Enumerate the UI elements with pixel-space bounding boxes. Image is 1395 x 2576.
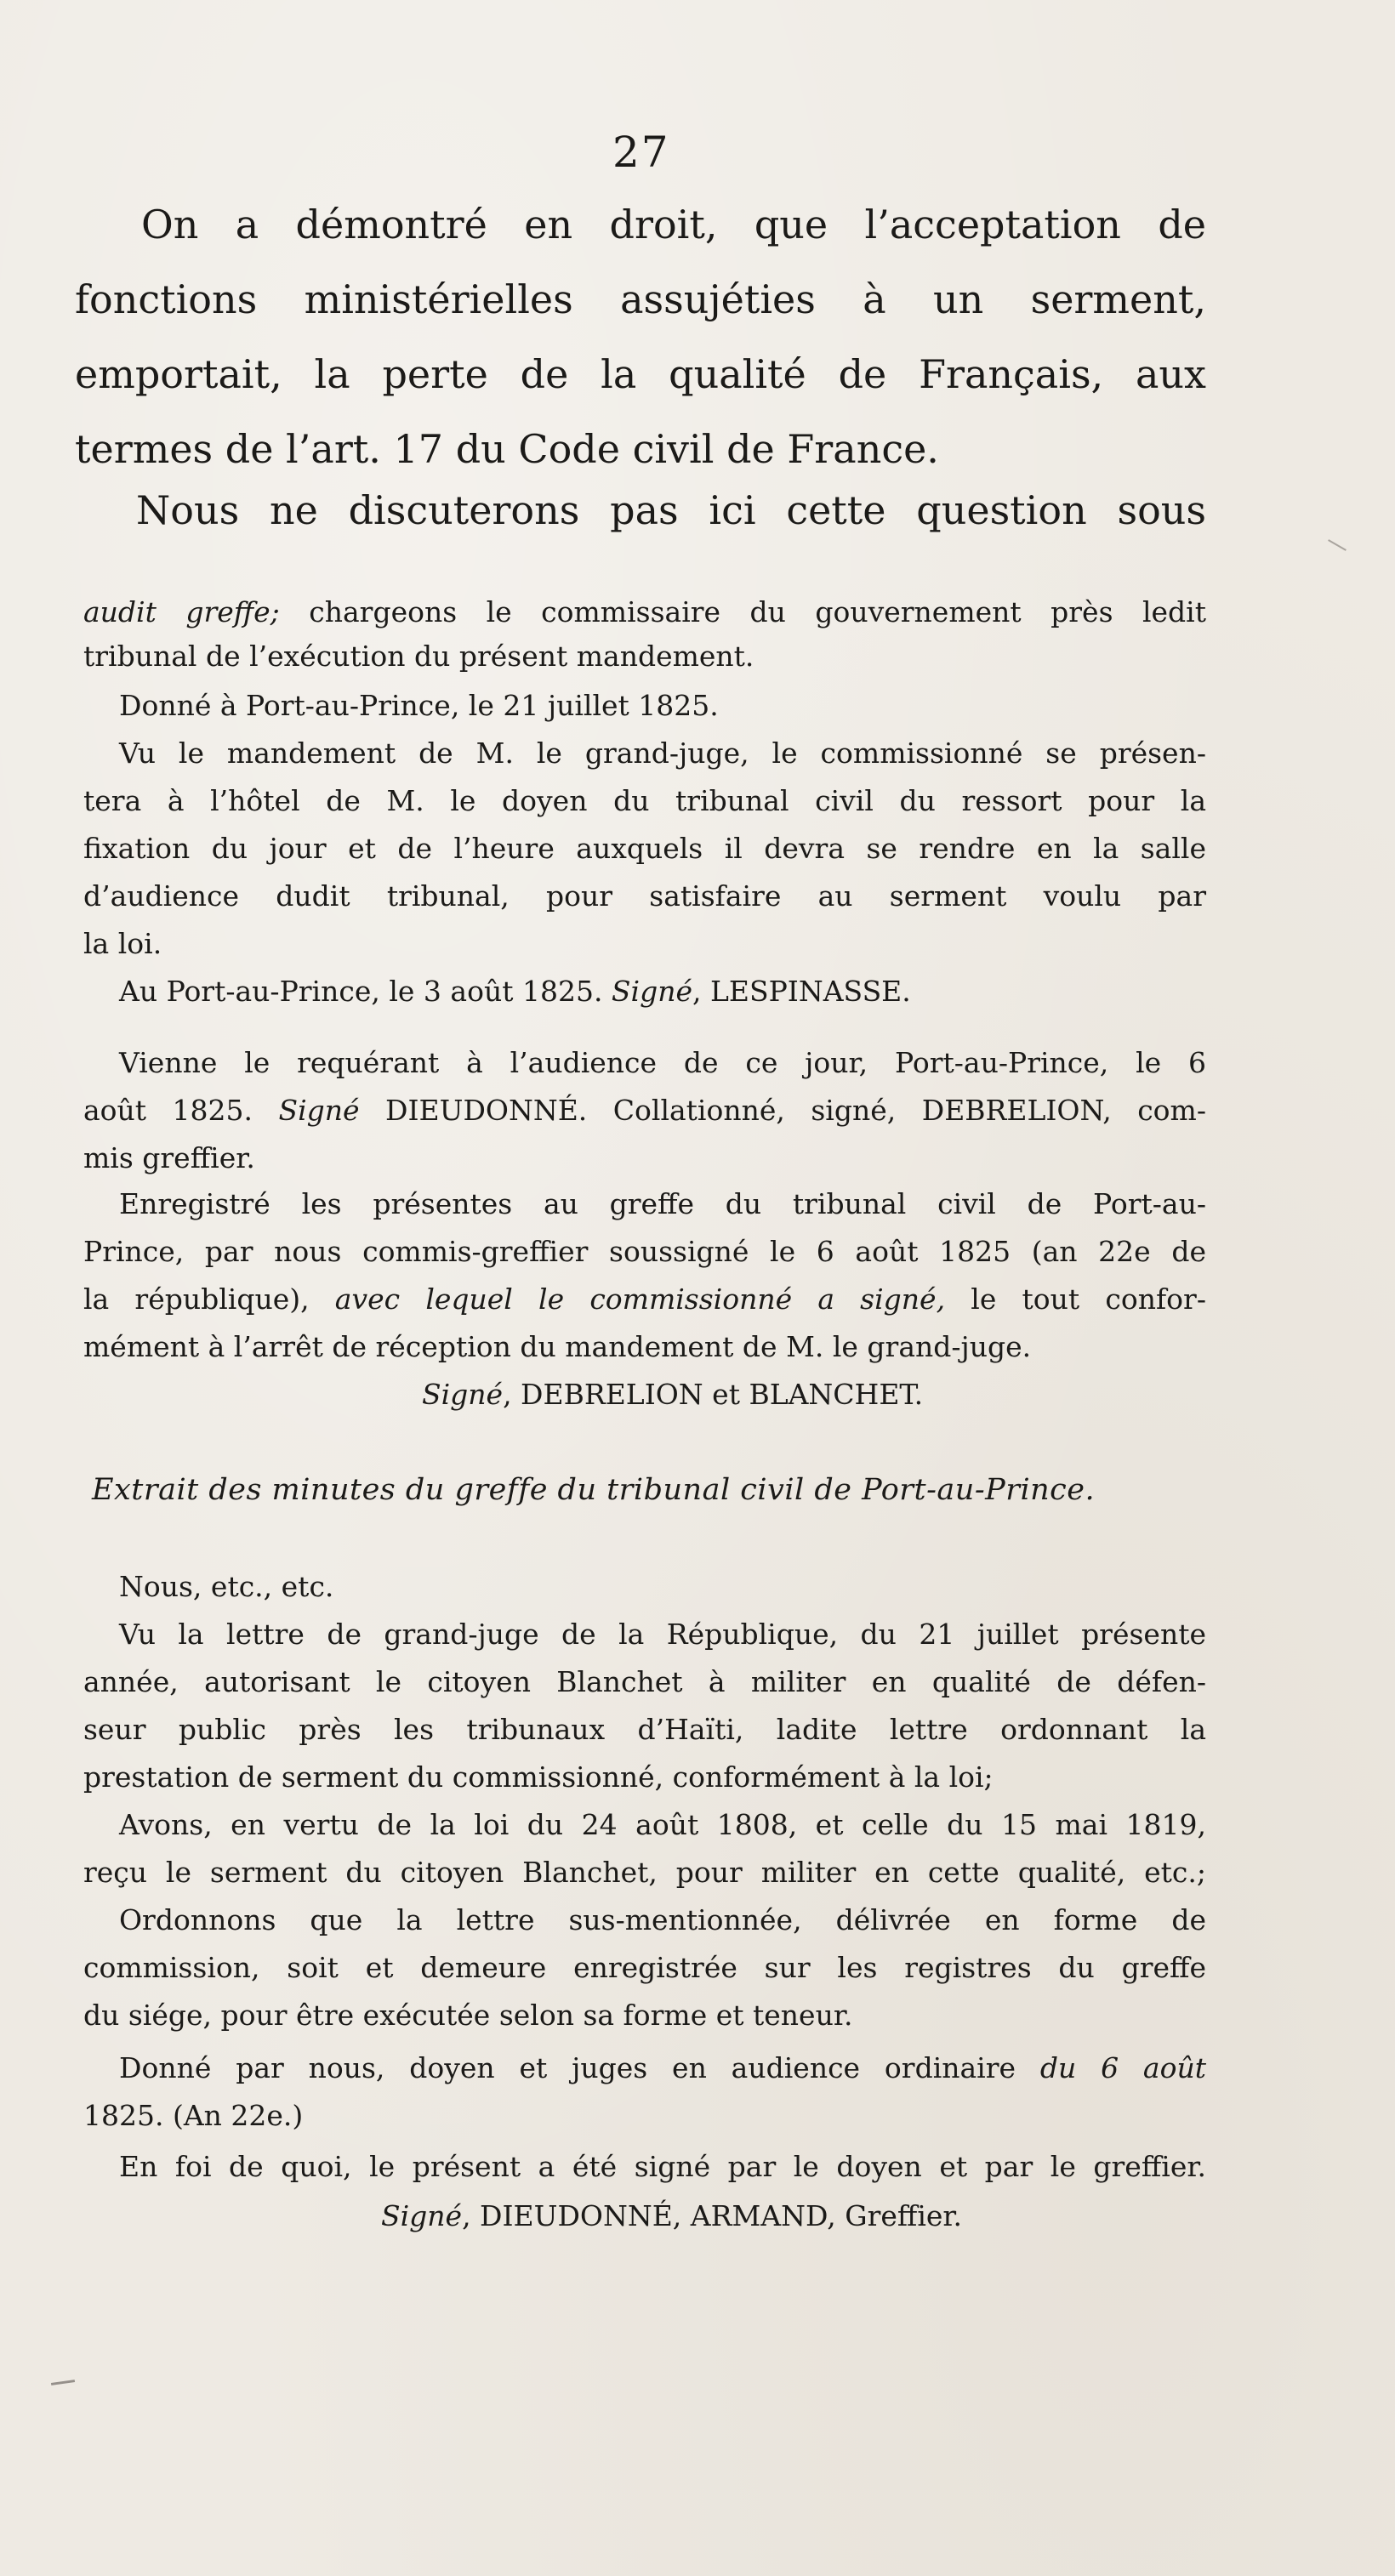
note-line: Vu le mandement de M. le grand-juge, le commissionné se présen- <box>119 736 1206 770</box>
extract-line: reçu le serment du citoyen Blanchet, pour militer en cette qualité, etc.; <box>83 1856 1206 1889</box>
note-line: audit greffe; chargeons le commissaire du gouvernement près ledit <box>83 595 1206 628</box>
page-number: 27 <box>612 128 670 177</box>
extract-line: année, autorisant le citoyen Blanchet à militer en qualité de défen- <box>83 1665 1206 1698</box>
extract-line: En foi de quoi, le présent a été signé par le doyen et par le greffier. <box>119 2150 1206 2183</box>
extract-heading: Extrait des minutes du greffe du tribunal civil de Port-au-Prince. <box>92 1473 1096 1507</box>
extract-line: du siége, pour être exécutée selon sa forme et teneur. <box>83 1999 853 2032</box>
body-line-2: fonctions ministérielles assujéties à un serment, <box>75 276 1206 322</box>
note-line: Enregistré les présentes au greffe du tribunal civil de Port-au- <box>119 1187 1206 1220</box>
extract-line: Vu la lettre de grand-juge de la République, du 21 juillet présente <box>119 1618 1206 1651</box>
note-line: Vienne le requérant à l’audience de ce jour, Port-au-Prince, le 6 <box>119 1046 1206 1079</box>
note-line: d’audience dudit tribunal, pour satisfaire au serment voulu par <box>83 879 1206 913</box>
note-signature: Signé, DEBRELION et BLANCHET. <box>422 1378 924 1411</box>
note-line: la loi. <box>83 927 162 960</box>
note-line: Au Port-au-Prince, le 3 août 1825. Signé, LESPINASSE. <box>119 975 911 1008</box>
extract-line: Donné par nous, doyen et juges en audience ordinaire du 6 août <box>119 2051 1206 2084</box>
extract-line: prestation de serment du commissionné, conformément à la loi; <box>83 1760 994 1794</box>
paper-mark <box>51 2380 75 2386</box>
paper-mark <box>1328 539 1347 551</box>
note-line: mis greffier. <box>83 1141 255 1174</box>
note-line: Donné à Port-au-Prince, le 21 juillet 1825. <box>119 689 719 722</box>
extract-line: Nous, etc., etc. <box>119 1570 334 1603</box>
body-line-4: termes de l’art. 17 du Code civil de France. <box>75 426 939 472</box>
note-line: août 1825. Signé DIEUDONNÉ. Collationné, signé, DEBRELION, com- <box>83 1094 1206 1127</box>
body-line-3: emportait, la perte de la qualité de Français, aux <box>75 351 1206 397</box>
note-line: tera à l’hôtel de M. le doyen du tribunal civil du ressort pour la <box>83 784 1206 817</box>
extract-line: seur public près les tribunaux d’Haïti, ladite lettre ordonnant la <box>83 1713 1206 1746</box>
note-line: la république), avec lequel le commissionné a signé, le tout confor- <box>83 1282 1206 1316</box>
body-line-1: On a démontré en droit, que l’acceptation de <box>141 202 1206 247</box>
extract-signature: Signé, DIEUDONNÉ, ARMAND, Greffier. <box>381 2199 963 2232</box>
extract-line: Avons, en vertu de la loi du 24 août 1808, et celle du 15 mai 1819, <box>119 1808 1206 1841</box>
note-line: Prince, par nous commis-greffier soussigné le 6 août 1825 (an 22e de <box>83 1235 1206 1268</box>
body-line-5: Nous ne discuterons pas ici cette question sous <box>136 487 1206 533</box>
note-line: fixation du jour et de l’heure auxquels il devra se rendre en la salle <box>83 832 1206 865</box>
extract-line: Ordonnons que la lettre sus-mentionnée, délivrée en forme de <box>119 1903 1206 1936</box>
bleed-through-text <box>808 162 821 208</box>
note-line: tribunal de l’exécution du présent mandement. <box>83 640 754 673</box>
extract-line: commission, soit et demeure enregistrée sur les registres du greffe <box>83 1951 1206 1984</box>
extract-line: 1825. (An 22e.) <box>83 2099 304 2132</box>
note-line: mément à l’arrêt de réception du mandement de M. le grand-juge. <box>83 1330 1032 1363</box>
